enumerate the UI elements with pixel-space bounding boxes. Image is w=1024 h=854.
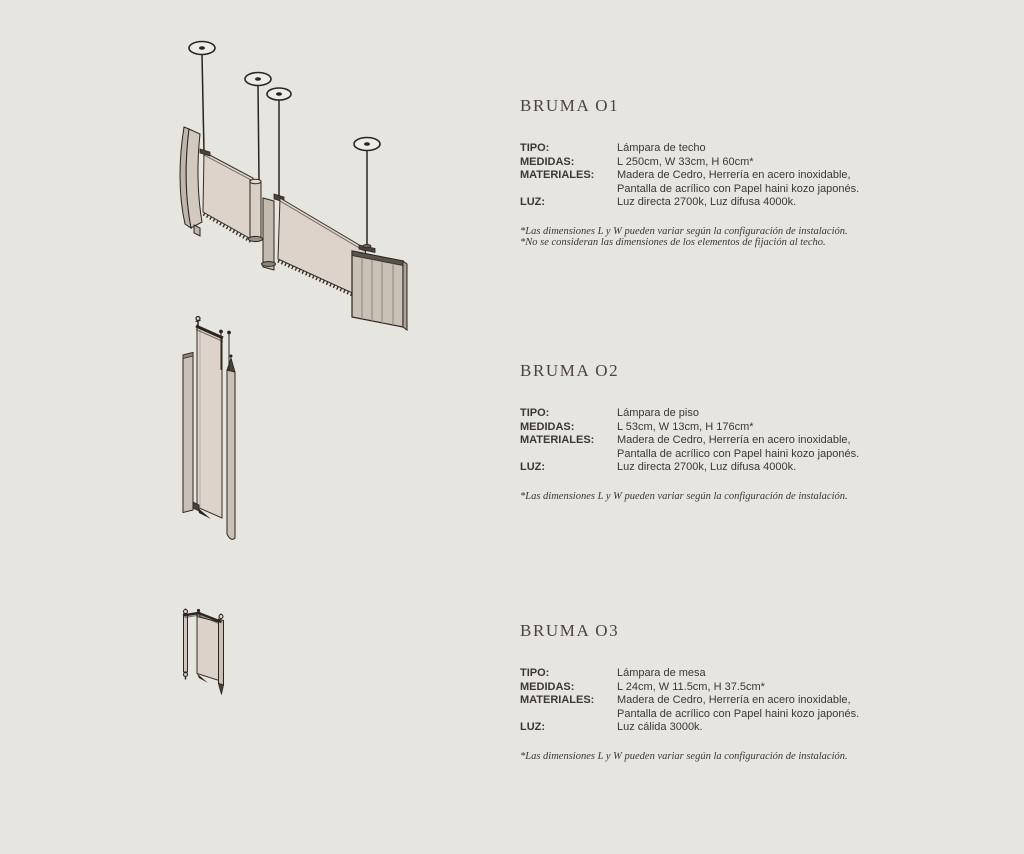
footnote: *Las dimensiones L y W pueden variar según la configuración de instalación.: [520, 750, 848, 762]
shade-panel-a: [203, 152, 253, 242]
product-title: BRUMA O3: [520, 621, 620, 640]
spec-value-luz: Luz directa 2700k, Luz difusa 4000k.: [617, 461, 797, 473]
top-pins: [220, 330, 231, 371]
table-lamp-svg: [180, 602, 230, 700]
left-wood-panel: [180, 127, 202, 236]
left-wood-plank: [183, 353, 193, 513]
spec-label-tipo: TIPO:: [520, 667, 550, 679]
spec-value-materiales: Madera de Cedro, Herrería en acero inoxidable, Pantalla de acrílico con Papel haini kozo japonés.: [617, 169, 860, 195]
spec-value-tipo: Lámpara de techo: [617, 142, 706, 154]
spec-label-medidas: MEDIDAS:: [520, 680, 575, 693]
product-title: BRUMA O2: [520, 361, 620, 380]
table-lamp-isometric-drawing: [180, 602, 230, 700]
ceiling-lamp-svg: [170, 28, 420, 333]
spec-table: [520, 407, 892, 475]
shade-panel: [196, 326, 223, 518]
spec-label-tipo: TIPO:: [520, 142, 550, 154]
right-wood-post: [227, 355, 235, 540]
spec-label-luz: LUZ:: [520, 196, 546, 208]
floor-lamp-svg: [172, 308, 250, 563]
spec-value-tipo: Lámpara de mesa: [617, 667, 706, 679]
footnotes: [520, 751, 892, 763]
spec-label-luz: LUZ:: [520, 461, 546, 473]
right-slat-panel: [352, 251, 407, 330]
spec-label-materiales: MATERIALES:: [520, 169, 595, 181]
right-post: [219, 614, 224, 695]
spec-value-materiales: Madera de Cedro, Herrería en acero inoxidable, Pantalla de acrílico con Papel haini kozo japonés.: [617, 434, 860, 460]
spec-table: [520, 142, 892, 210]
footnotes: [520, 491, 892, 503]
spec-value-medidas: L 24cm, W 11.5cm, H 37.5cm*: [617, 680, 765, 693]
product-section-bruma-03: [520, 621, 892, 762]
product-section-bruma-02: [520, 361, 892, 502]
footnote: *No se consideran las dimensiones de los elementos de fijación al techo.: [520, 237, 826, 248]
ceiling-lamp-isometric-drawing: [170, 28, 420, 333]
spec-label-materiales: MATERIALES:: [520, 434, 595, 446]
spec-value-luz: Luz cálida 3000k.: [617, 721, 703, 733]
spec-value-materiales: Madera de Cedro, Herrería en acero inoxidable, Pantalla de acrílico con Papel haini kozo japonés.: [617, 694, 860, 720]
top-finial: [196, 317, 201, 328]
spec-value-luz: Luz directa 2700k, Luz difusa 4000k.: [617, 196, 797, 208]
footnote: *Las dimensiones L y W pueden variar según la configuración de instalación.: [520, 225, 848, 237]
spec-label-medidas: MEDIDAS:: [520, 155, 575, 168]
product-section-bruma-01: [520, 96, 892, 249]
spec-table: [520, 667, 892, 735]
spec-value-tipo: Lámpara de piso: [617, 407, 699, 419]
spec-value-medidas: L 53cm, W 13cm, H 176cm*: [617, 420, 754, 433]
product-title: BRUMA O1: [520, 96, 620, 115]
footnote: *Las dimensiones L y W pueden variar según la configuración de instalación.: [520, 490, 848, 502]
footnotes: [520, 226, 892, 249]
spec-label-luz: LUZ:: [520, 721, 546, 733]
ceiling-mount-discs: [189, 42, 380, 151]
floor-lamp-isometric-drawing: [172, 308, 250, 563]
spec-value-medidas: L 250cm, W 33cm, H 60cm*: [617, 155, 754, 168]
spec-label-materiales: MATERIALES:: [520, 694, 595, 706]
left-post: [184, 609, 188, 680]
spec-label-medidas: MEDIDAS:: [520, 420, 575, 433]
spec-label-tipo: TIPO:: [520, 407, 550, 419]
